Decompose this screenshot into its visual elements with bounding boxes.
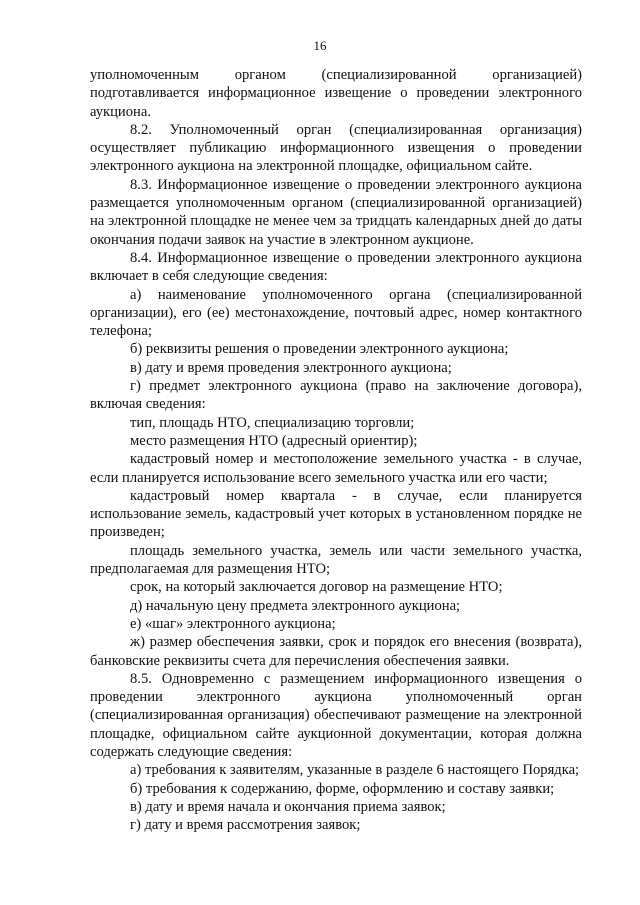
list-item: б) реквизиты решения о проведении электронного аукциона; [130,341,509,358]
paragraph: 8.5. Одновременно с размещением информационного извещения о проведении электронного аукциона уполномоченный орган (специализированная организация) обеспечивают размещение на электронной площадке, официальном сайте аукционной документации, которая должна содержать следующие сведения: [90,670,582,760]
paragraph: 8.3. Информационное извещение о проведении электронного аукциона размещается уполномоченным органом (специализированной организацией) на электронной площадке не менее чем за тридцать календарных дней до даты окончания подачи заявок на участие в электронном аукционе. [90,176,582,248]
document-body [90,66,582,834]
list-item: в) дату и время проведения электронного аукциона; [130,359,452,376]
list-subitem: кадастровый номер квартала - в случае, если планируется использование земель, кадастровый учет которых в установленном порядке не произведен; [90,487,582,541]
list-item: а) наименование уполномоченного органа (специализированной организации), его (ее) местонахождение, почтовый адрес, номер контактного телефона; [90,286,582,340]
paragraph: 8.4. Информационное извещение о проведении электронного аукциона включает в себя следующие сведения: [90,249,582,285]
paragraph: 8.2. Уполномоченный орган (специализированная организация) осуществляет публикацию информационного извещения о проведении электронного аукциона на электронной площадке, официальном сайте. [90,121,582,175]
list-subitem: кадастровый номер и местоположение земельного участка - в случае, если планируется использование всего земельного участка или его части; [90,451,582,486]
list-item: ж) размер обеспечения заявки, срок и порядок его внесения (возврата), банковские реквизиты счета для перечисления обеспечения заявки. [90,634,582,669]
list-subitem: тип, площадь НТО, специализацию торговли; [130,414,415,431]
list-subitem: место размещения НТО (адресный ориентир); [130,432,418,449]
list-item: г) предмет электронного аукциона (право на заключение договора), включая сведения: [90,378,582,413]
list-item: е) «шаг» электронного аукциона; [130,615,336,632]
list-item: а) требования к заявителям, указанные в разделе 6 настоящего Порядка; [130,762,580,779]
list-item: г) дату и время рассмотрения заявок; [130,817,361,834]
list-item: б) требования к содержанию, форме, оформлению и составу заявки; [130,780,555,797]
list-subitem: площадь земельного участка, земель или части земельного участка, предполагаемая для размещения НТО; [90,542,582,578]
list-item: в) дату и время начала и окончания приема заявок; [130,798,446,815]
list-subitem: срок, на который заключается договор на размещение НТО; [130,579,503,596]
list-item: д) начальную цену предмета электронного аукциона; [130,597,461,614]
paragraph: уполномоченным органом (специализированной организацией) подготавливается информационное извещение о проведении электронного аукциона. [90,67,582,120]
page-number: 16 [313,38,327,53]
